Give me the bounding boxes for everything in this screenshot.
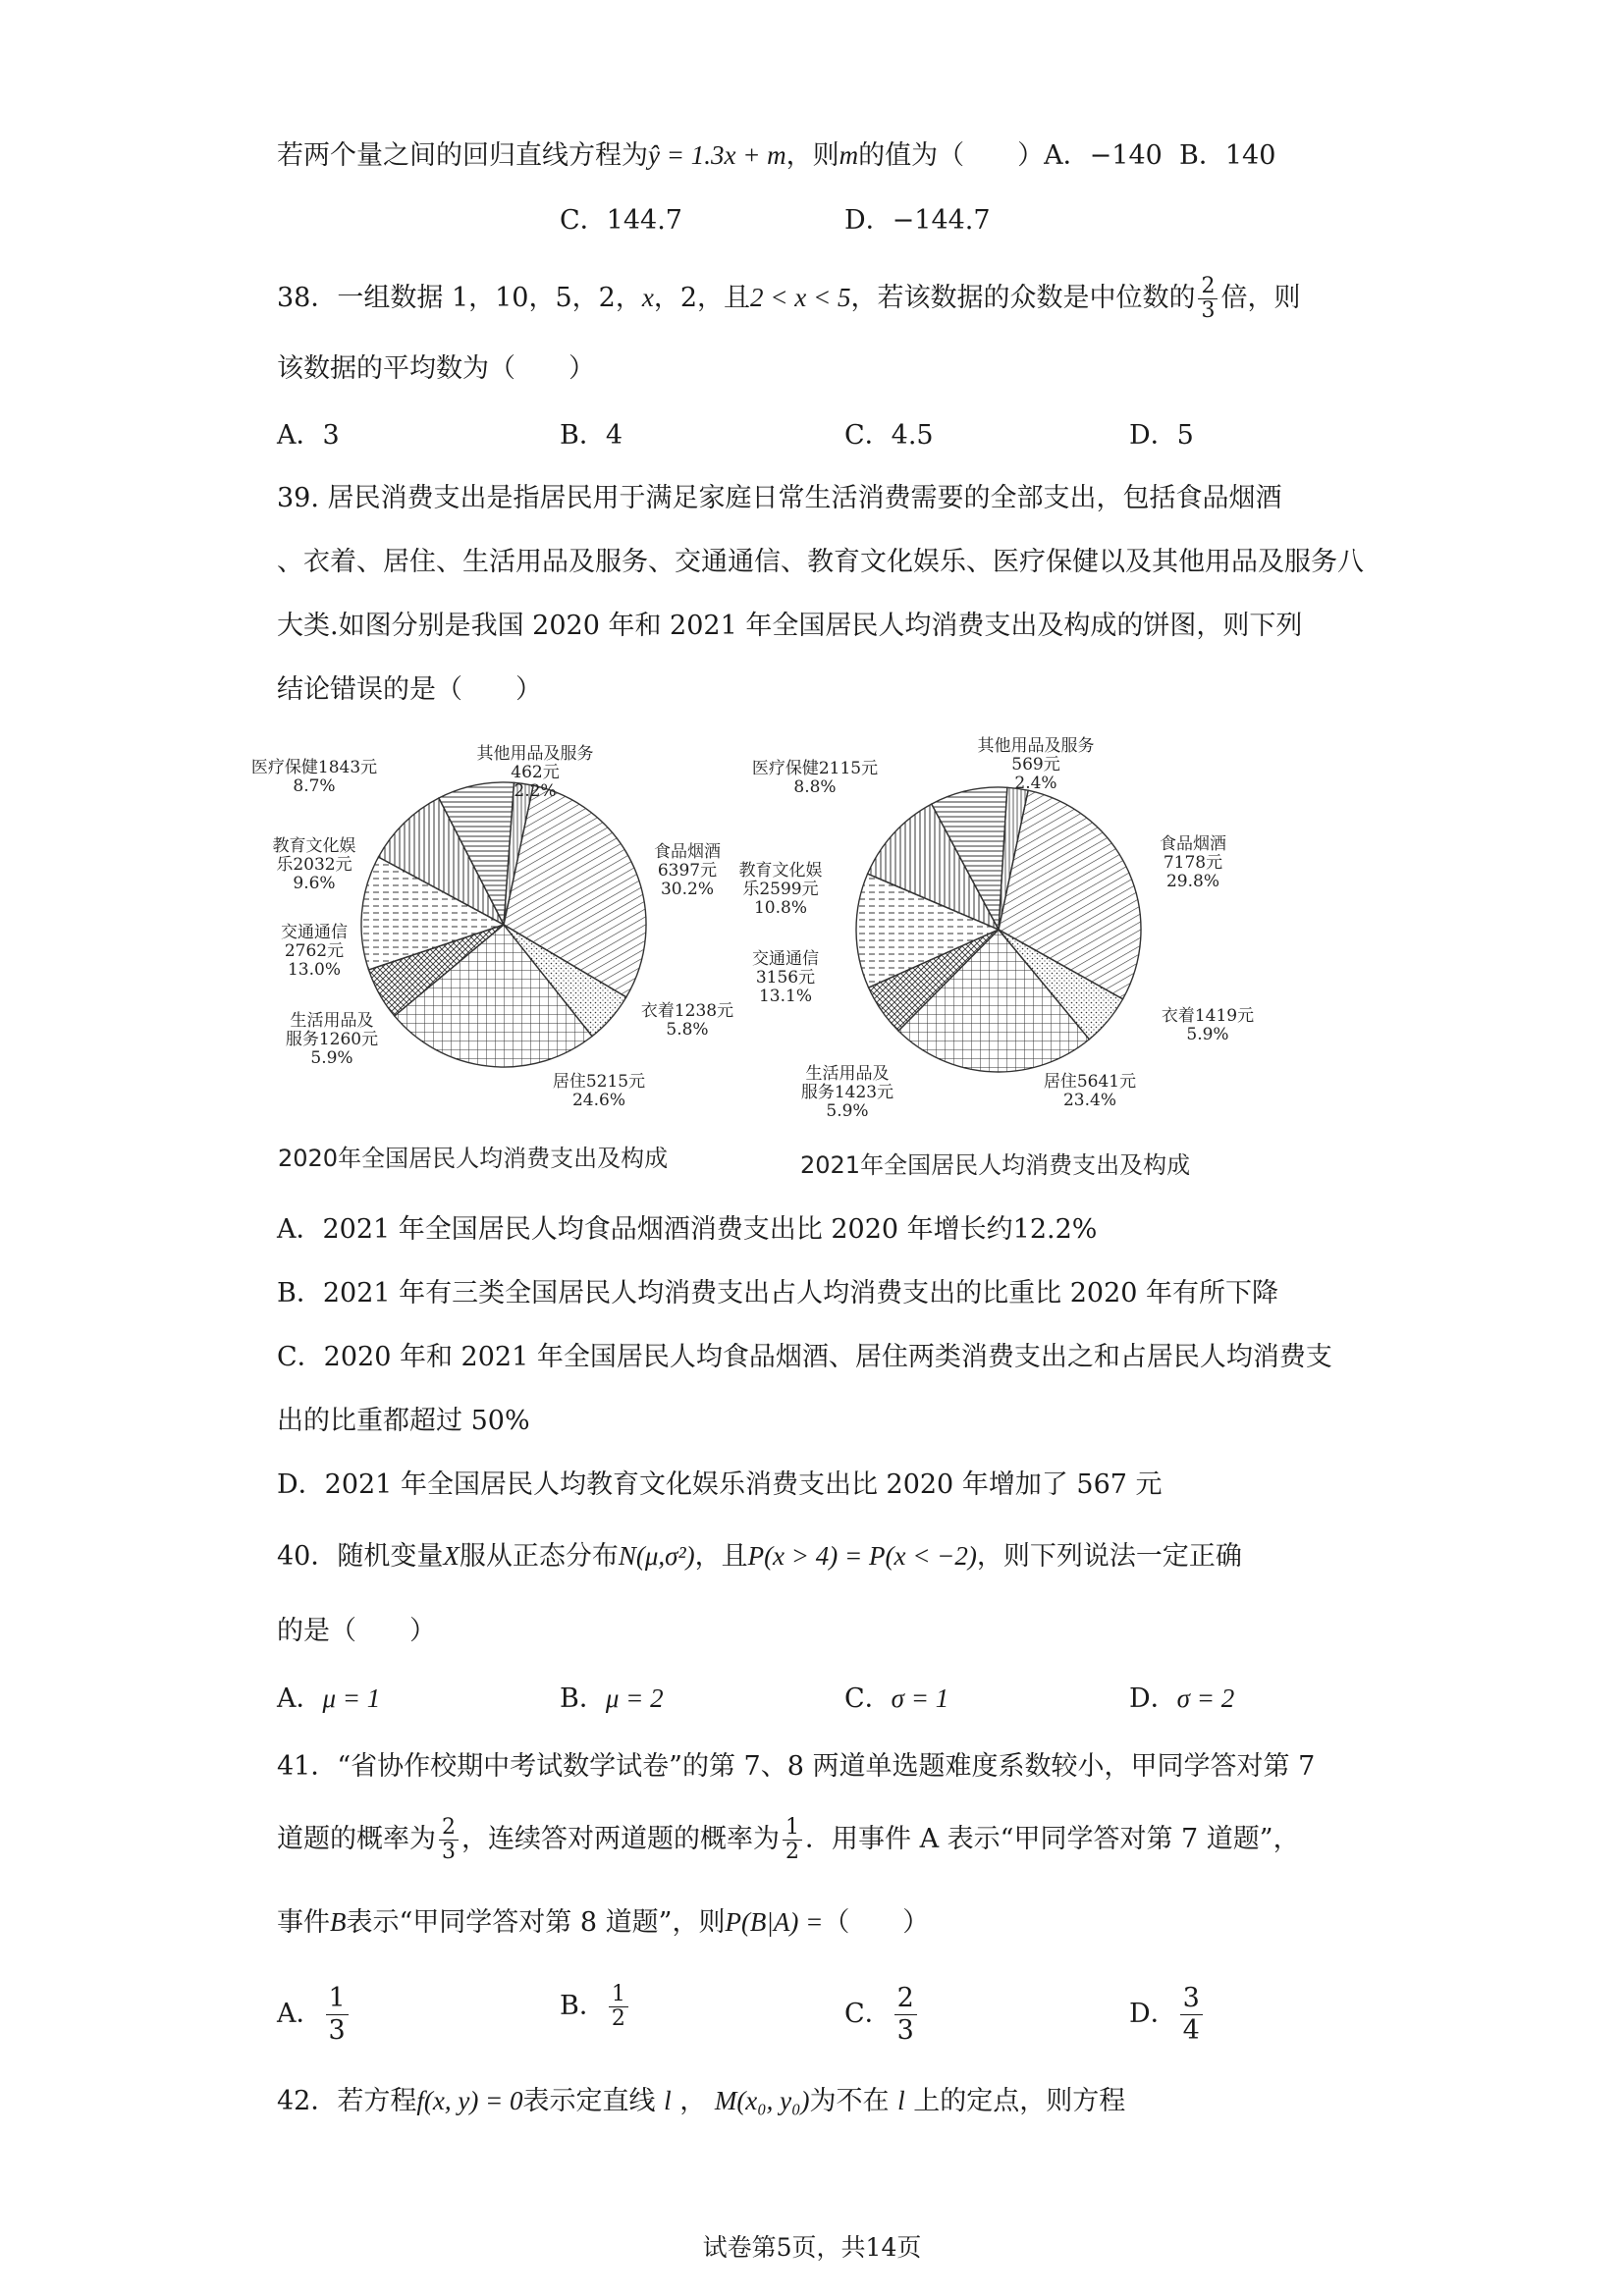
q41-option-c: C． $\frac{2}{3}$ [844, 1983, 920, 2047]
q38-option-d: D．5 [1129, 420, 1194, 451]
q42-stem: 42．若方程f(x, y) = 0表示定直线 l ， M(x₀, y₀)为不在 l 上的定点，则方程 [277, 2086, 1126, 2116]
q40-option-d: D．σ = 2 [1129, 1683, 1235, 1714]
pie-2020-title: 2020年全国居民人均消费支出及构成 [278, 1145, 669, 1172]
q37-option-a: −140 [1089, 140, 1163, 171]
pie-label-transport: 交通通信 3156元 13.1% [752, 949, 819, 1006]
q40-stem: 40．随机变量X服从正态分布N(μ,σ²)，且P(x > 4) = P(x < −2)，则下列说法一定正确 [277, 1541, 1242, 1572]
pie-label-housing: 居住5215元 24.6% [552, 1072, 646, 1110]
pie-label-housing: 居住5641元 23.4% [1043, 1072, 1137, 1110]
q41-option-d: D． $\frac{3}{4}$ [1129, 1983, 1206, 2047]
q39-option-c-cont: 出的比重都超过 50% [277, 1406, 530, 1436]
q37-equation: ŷ = 1.3x + m [648, 140, 786, 170]
pie-label-transport: 交通通信 2762元 13.0% [281, 923, 348, 980]
pie-label-other: 其他用品及服务 462元 2.2% [476, 744, 594, 801]
pie-label-medical: 医疗保健2115元 8.8% [751, 759, 879, 797]
q38-fraction: $\frac{2}{3}$ [1198, 275, 1218, 323]
pie-label-education: 教育文化娱乐2032元 9.6% [272, 836, 356, 893]
pie-label-other: 其他用品及服务 569元 2.4% [977, 736, 1095, 793]
pie-chart-2021 [738, 731, 1272, 1153]
q37-option-c: C．144.7 [560, 205, 682, 236]
pie-label-household: 生活用品及服务1423元 5.9% [800, 1064, 894, 1121]
pie-label-clothing: 衣着1419元 5.9% [1161, 1006, 1255, 1044]
q41-option-b: B． $\frac{1}{2}$ [560, 1983, 631, 2031]
q38-stem: 38．一组数据 1，10，5，2，x，2，且2 < x < 5，若该数据的众数是中位数的 $\frac{2}{3}$ 倍，则 [277, 274, 1301, 323]
q39-option-a: A．2021 年全国居民人均食品烟酒消费支出比 2020 年增长约12.2% [277, 1214, 1098, 1245]
q40-distribution: N(μ,σ²) [618, 1541, 695, 1571]
q41-stem-3: 事件B表示“甲同学答对第 8 道题”，则P(B|A) =（ ） [277, 1907, 930, 1938]
page-footer: 试卷第5页，共14页 [702, 2233, 922, 2262]
q39-option-b: B．2021 年有三类全国居民人均消费支出占人均消费支出的比重比 2020 年有所下降 [277, 1278, 1279, 1308]
q39-option-c: C．2020 年和 2021 年全国居民人均食品烟酒、居住两类消费支出之和占居民人均消费支 [277, 1342, 1332, 1372]
q38-option-c: C．4.5 [844, 420, 934, 451]
q39-stem-2: 、衣着、居住、生活用品及服务、交通通信、教育文化娱乐、医疗保健以及其他用品及服务八 [277, 547, 1364, 577]
q40-option-c: C．σ = 1 [844, 1683, 949, 1714]
q40-stem-2: 的是（ ） [277, 1616, 436, 1646]
pie-label-clothing: 衣着1238元 5.8% [640, 1001, 734, 1040]
pie-label-education: 教育文化娱乐2599元 10.8% [738, 861, 823, 918]
q40-option-b: B．μ = 2 [560, 1683, 664, 1714]
q39-option-d: D．2021 年全国居民人均教育文化娱乐消费支出比 2020 年增加了 567 元 [277, 1469, 1163, 1500]
q37-option-d: D．−144.7 [844, 205, 991, 236]
pie-label-medical: 医疗保健1843元 8.7% [250, 758, 378, 796]
pie-label-household: 生活用品及服务1260元 5.9% [285, 1011, 379, 1068]
q38-option-a: A．3 [277, 420, 340, 451]
q39-stem-1: 39. 居民消费支出是指居民用于满足家庭日常生活消费需要的全部支出，包括食品烟酒 [277, 483, 1282, 513]
q39-stem-4: 结论错误的是（ ） [277, 674, 542, 705]
q39-stem-3: 大类.如图分别是我国 2020 年和 2021 年全国居民人均消费支出及构成的饼图，则下列 [277, 611, 1303, 641]
q41-option-a: A． $\frac{1}{3}$ [277, 1983, 352, 2047]
pie-label-food: 食品烟酒 7178元 29.8% [1160, 834, 1226, 891]
q38-stem-2: 该数据的平均数为（ ） [277, 353, 595, 384]
pie-chart-2020 [250, 731, 756, 1153]
pie-label-food: 食品烟酒 6397元 30.2% [654, 842, 721, 899]
pie-2021-title: 2021年全国居民人均消费支出及构成 [800, 1151, 1191, 1179]
q40-option-a: A．μ = 1 [277, 1683, 381, 1714]
q38-option-b: B．4 [560, 420, 623, 451]
q41-stem-2: 道题的概率为 $\frac{2}{3}$ ，连续答对两道题的概率为 $\frac{1}{2}$ ．用事件 A 表示“甲同学答对第 7 道题”， [277, 1815, 1300, 1864]
q37-option-b: 140 [1224, 140, 1276, 171]
q41-conditional: P(B|A) = [725, 1907, 824, 1937]
q41-stem-1: 41．“省协作校期中考试数学试卷”的第 7、8 两道单选题难度系数较小，甲同学答对第 7 [277, 1751, 1316, 1782]
q37-line: 若两个量之间的回归直线方程为ŷ = 1.3x + m，则m的值为（ ）A．−140 B．140 [277, 140, 1276, 171]
